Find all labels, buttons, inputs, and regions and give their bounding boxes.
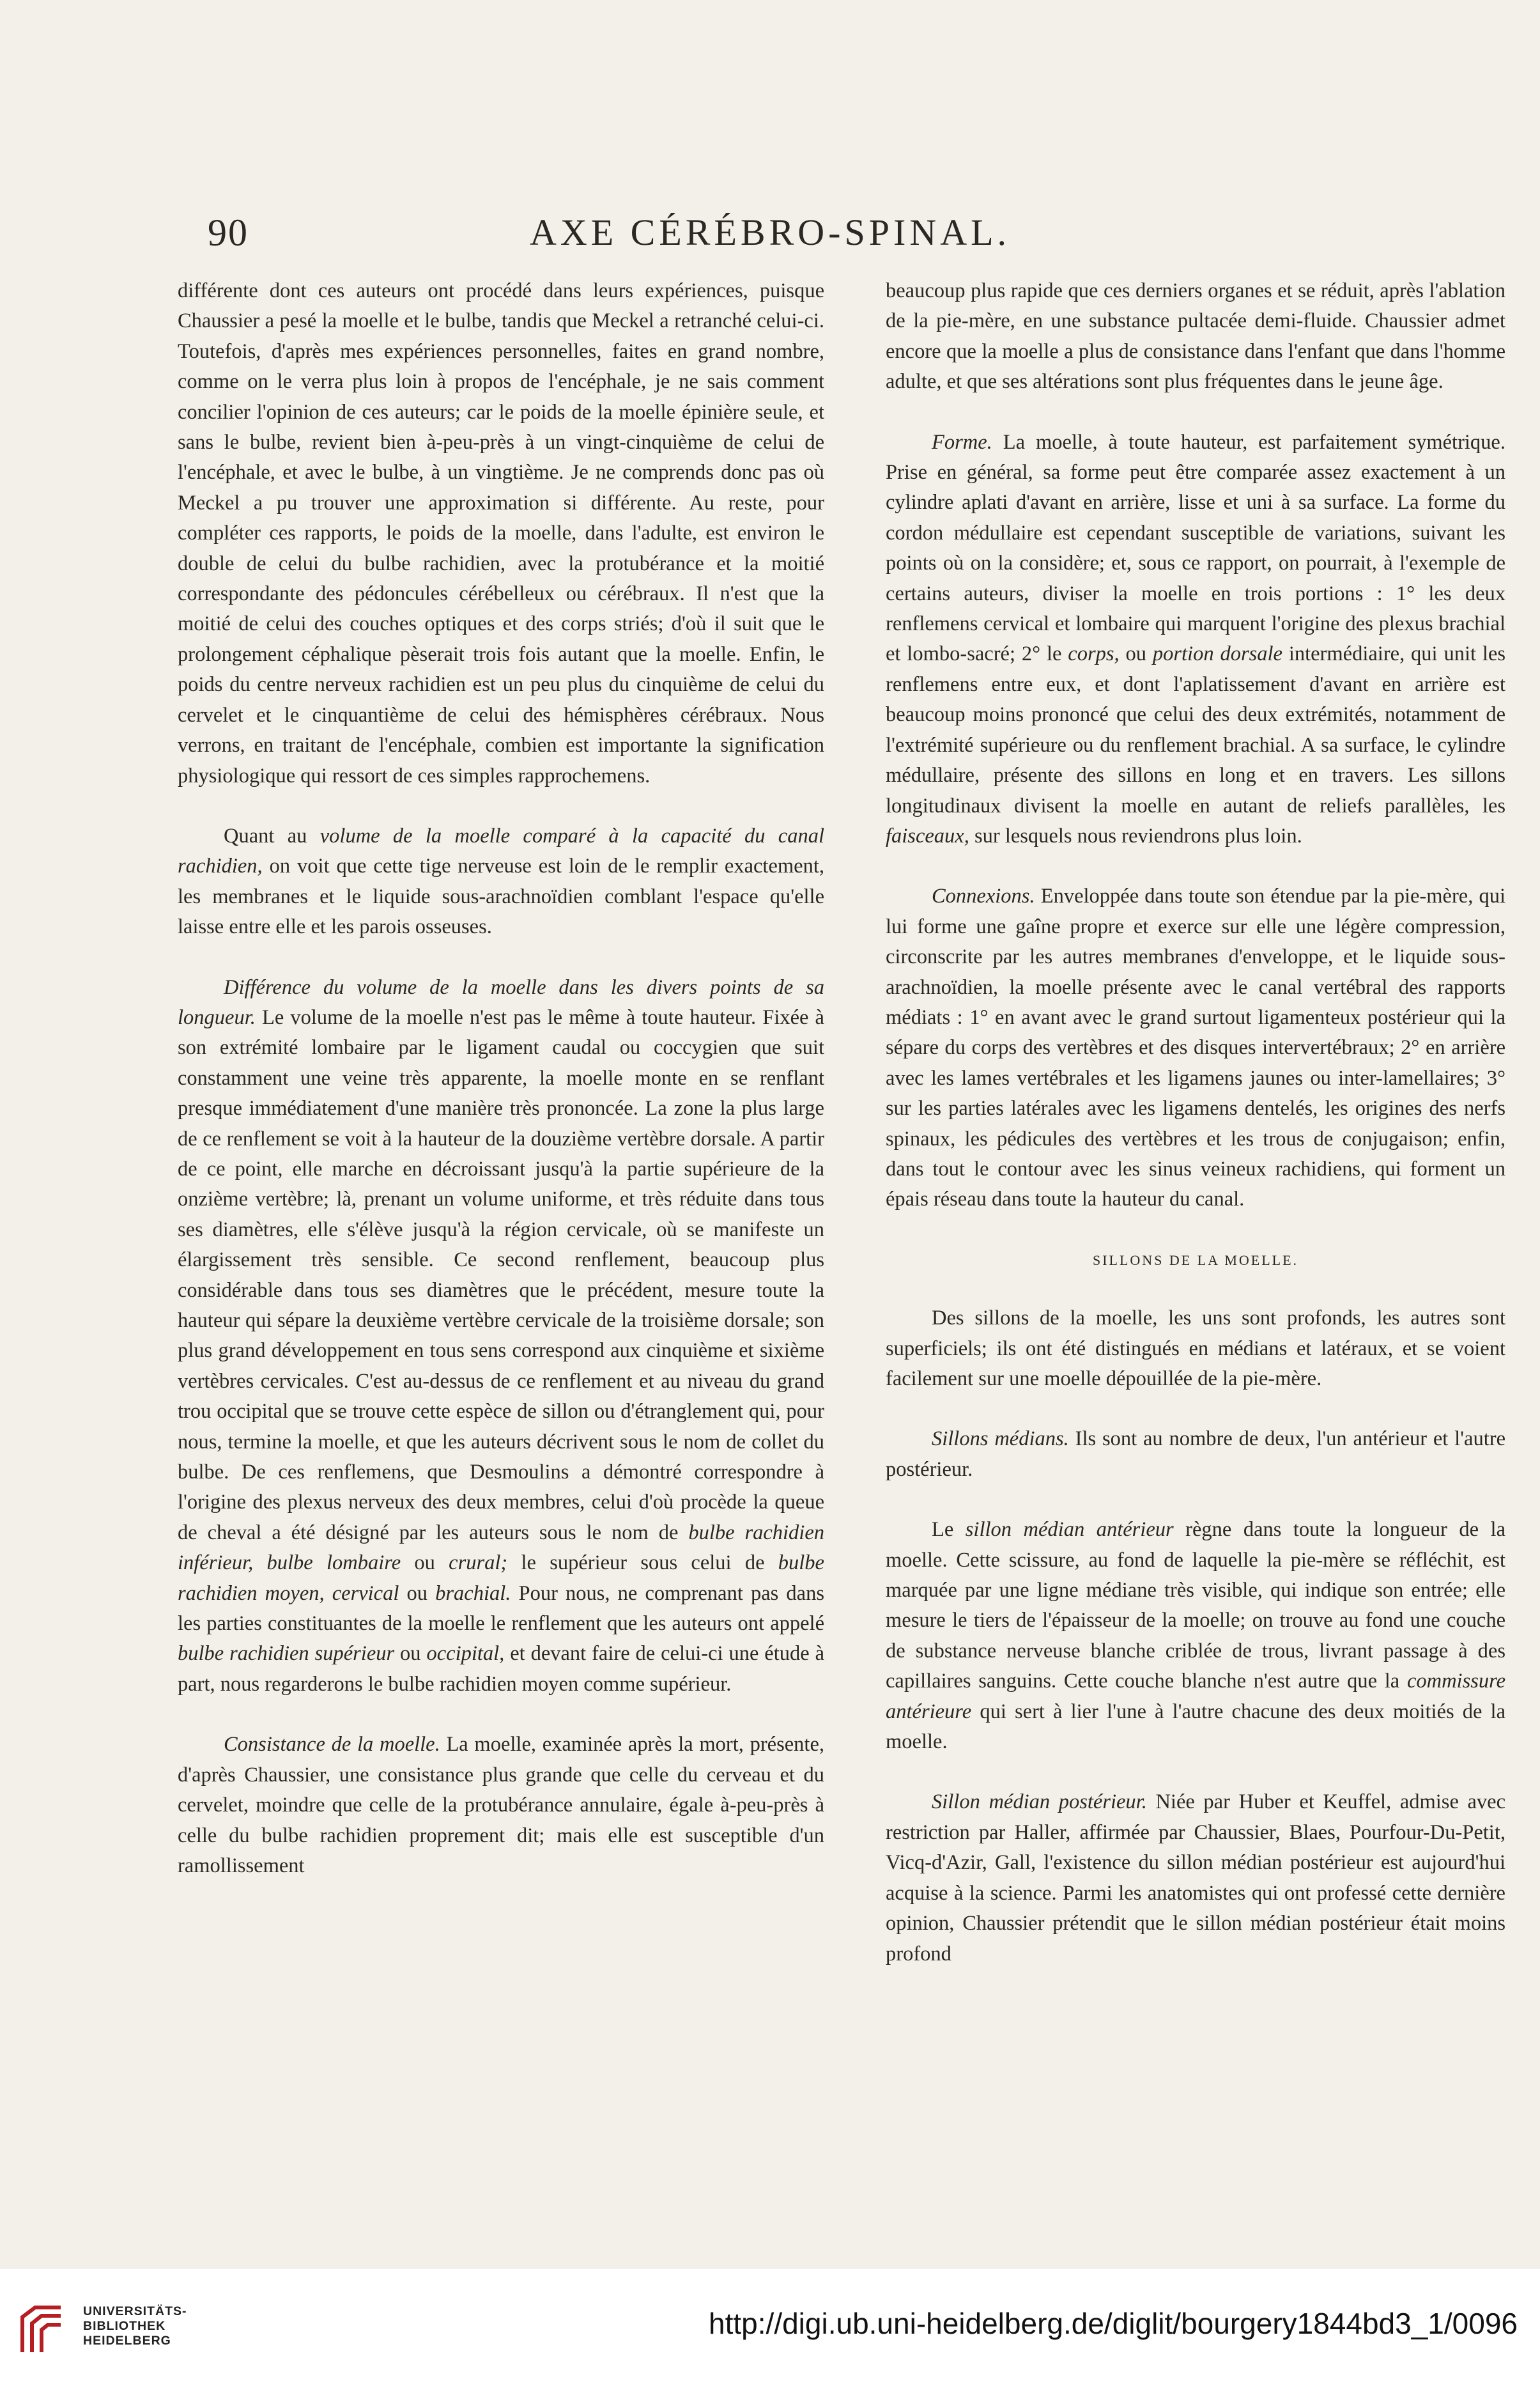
library-logo-icon [19, 2304, 64, 2355]
paragraph [178, 821, 824, 943]
page-number: 90 [208, 212, 249, 254]
text-run: Le [932, 1518, 966, 1542]
text-run: on voit que cette tige nerveuse est loin de le remplir exactement, les membranes et le liquide sous-arachnoïdien comblant l'espace qu'elle laisse entre elle et les parois osseuses. [178, 855, 824, 939]
italic-run: commissure antérieure [886, 1670, 1505, 1723]
paragraph: beaucoup plus rapide que ces derniers organes et se réduit, après l'ablation de la pie-mère, en une substance pultacée demi-fluide. Chaussier admet encore que la moelle a plus de consistance dans l'enfant que dans l'homme adulte, et que ses altérations sont plus fréquentes dans le jeune âge. [886, 279, 1505, 394]
italic-run: sillon médian antérieur [965, 1518, 1174, 1542]
paragraph [886, 428, 1505, 852]
italic-run: volume de la moelle comparé à la capacité du canal rachidien, [178, 824, 824, 878]
italic-run: brachial. [435, 1581, 511, 1605]
text-run: ou [394, 1642, 427, 1666]
right-column [886, 276, 1505, 1999]
text-run: ou [401, 1551, 449, 1575]
paragraph [178, 1730, 824, 1881]
italic-run: bulbe rachidien inférieur, bulbe lombaire [178, 1521, 824, 1575]
paragraph [886, 881, 1505, 1214]
library-name: UNIVERSITÄTS- BIBLIOTHEK HEIDELBERG [83, 2304, 187, 2348]
section-lead: Sillon médian postérieur. [932, 1790, 1147, 1814]
section-lead: Connexions. [932, 885, 1035, 908]
text-run: Quant au [224, 824, 320, 848]
text-run: Le volume de la moelle n'est pas le même à toute hauteur. Fixée à son extrémité lombaire par le ligament caudal ou coccygien que suit constamment une veine très apparente, la moelle monte en se renflant presque immédiatement d'une manière très prononcée. La zone la plus large de ce renflement se voit à la hauteur de la douzième vertèbre dorsale. A partir de ce point, elle marche en décroissant jusqu'à la partie supérieure de la onzième vertèbre; là, prenant un volume uniforme, et très réduite dans tous ses diamètres, elle s'élève jusqu'à la région cervicale, où se manifeste un élargissement très sensible. Ce second renflement, beaucoup plus considérable dans tous ses diamètres que le précédent, mesure toute la hauteur qui sépare la deuxième vertèbre cervicale de la troisième dorsale; son plus grand développement en tous sens correspond aux cinquième et sixième vertèbres cervicales. C'est au-dessus de ce renflement et au niveau du grand trou occipital que se trouve cette espèce de sillon ou d'étranglement qui, pour nous, termine la moelle, et que les auteurs décrivent sous le nom de collet du bulbe. De ces renflemens, que Desmoulins a démontré correspondre à l'origine des plexus nerveux des deux membres, celui d'où procède la queue de cheval a été désigné par les auteurs sous le nom de [178, 1005, 824, 1544]
italic-run: occipital, [426, 1642, 505, 1666]
text-run: La moelle, à toute hauteur, est parfaitement symétrique. Prise en général, sa forme peut être comparée assez exactement à un cylindre aplati d'avant en arrière, lisse et uni à sa surface. La forme du cordon médullaire est cependant susceptible de variations, suivant les points où on la considère; et, sous ce rapport, on pourrait, à l'exemple de certains auteurs, diviser la moelle en trois portions : 1° les deux renflemens cervical et lombaire qui marquent l'origine des plexus brachial et lombo-sacré; 2° le [886, 430, 1505, 666]
italic-run: crural; [449, 1551, 508, 1575]
text-run: et devant faire de celui-ci une étude à part, nous regarderons le bulbe rachidien moyen comme supérieur. [178, 1642, 825, 1696]
italic-run: faisceaux, [886, 824, 969, 848]
italic-run: corps, [1068, 642, 1120, 666]
text-run: le supérieur sous celui de [507, 1551, 778, 1575]
paragraph [178, 973, 824, 1700]
section-heading: SILLONS DE LA MOELLE. [1092, 1252, 1299, 1268]
text-run: règne dans toute la longueur de la moelle. Cette scissure, au fond de laquelle la pie-mère se réfléchit, est marquée par une ligne médiane très visible, qui indique son entrée; elle mesure le tiers de l'épaisseur de la moelle; on trouve au fond une couche de substance nerveuse blanche criblée de trous, livrant passage à des capillaires sanguins. Cette couche blanche n'est autre que la [886, 1518, 1505, 1693]
italic-run: bulbe rachidien supérieur [178, 1642, 395, 1666]
section-lead: Différence du volume de la moelle dans les divers points de sa longueur. [178, 975, 824, 1029]
text-run: Niée par Huber et Keuffel, admise avec restriction par Haller, affirmée par Chaussier, Blaes, Pourfour-Du-Petit, Vicq-d'Azir, Gall, l'existence du sillon médian postérieur est aujourd'hui acquise à la science. Parmi les anatomistes qui ont professé cette dernière opinion, Chaussier prétendit que le sillon médian postérieur était moins profond [886, 1790, 1505, 1965]
section-lead: Consistance de la moelle. [224, 1733, 440, 1756]
italic-run: bulbe rachidien moyen, cervical [178, 1551, 824, 1605]
running-title: AXE CÉRÉBRO-SPINAL. [529, 212, 1011, 253]
text-run: Ils sont au nombre de deux, l'un antérieur et l'autre postérieur. [886, 1427, 1505, 1481]
source-url-link[interactable]: http://digi.ub.uni-heidelberg.de/diglit/bourgery1844bd3_1/0096 [709, 2307, 1518, 2340]
paragraph [886, 1515, 1505, 1757]
paragraph: différente dont ces auteurs ont procédé dans leurs expériences, puisque Chaussier a pesé la moelle et le bulbe, tandis que Meckel a retranché celui-ci. Toutefois, d'après mes expériences personnelles, faites en grand nombre, comme on le verra plus loin à propos de l'encéphale, je ne sais comment concilier l'opinion de ces auteurs; car le poids de la moelle épinière seule, et sans le bulbe, revient bien à-peu-près à un vingt-cinquième de celui de l'encéphale, et avec le bulbe, à un vingtième. Je ne comprends donc pas où Meckel a pu trouver une approximation si différente. Au reste, pour compléter ces rapports, le poids de la moelle, dans l'adulte, est environ le double de celui du bulbe rachidien, avec la protubérance et la moitié correspondante des pédoncules cérébelleux ou cérébraux. Il n'est que la moitié de celui des couches optiques et des corps striés; d'où il suit que le prolongement céphalique pèserait trois fois autant que la moelle. Enfin, le poids du centre nerveux rachidien est un peu plus du cinquième de celui du cervelet et le cinquantième de celui des hémisphères cérébraux. Nous verrons, en traitant de l'encéphale, combien est importante la signification physiologique qui ressort de ces simples rapprochemens. [178, 279, 824, 787]
section-lead: Sillons médians. [932, 1427, 1069, 1451]
text-run: Pour nous, ne comprenant pas dans les parties constituantes de la moelle le renflement que les auteurs ont appelé [178, 1581, 824, 1636]
text-run: ou [1119, 642, 1153, 666]
footer-bar [0, 2269, 1540, 2388]
section-lead: Forme. [932, 430, 992, 454]
text-run: La moelle, examinée après la mort, présente, d'après Chaussier, une consistance plus grande que celle du cerveau et du cervelet, moindre que celle de la protubérance annulaire, égale à-peu-près à celle du bulbe rachidien proprement dit; mais elle est susceptible d'un ramollissement [178, 1733, 824, 1877]
paragraph: Des sillons de la moelle, les uns sont profonds, les autres sont superficiels; ils ont été distingués en médians et latéraux, et se voient facilement sur une moelle dépouillée de la pie-mère. [886, 1306, 1505, 1390]
text-run: ou [399, 1581, 436, 1605]
text-run: sur lesquels nous reviendrons plus loin. [969, 824, 1302, 848]
text-run: intermédiaire, qui unit les renflemens entre eux, et dont l'aplatissement d'avant en arrière est beaucoup moins prononcé que celui des deux extrémités, notamment de l'extrémité supérieure ou du renflement brachial. A sa surface, le cylindre médullaire, présente des sillons en long et en travers. Les sillons longitudinaux divisent la moelle en autant de reliefs parallèles, les [886, 642, 1505, 818]
paragraph [886, 1424, 1505, 1485]
left-column [178, 276, 824, 1911]
text-run: qui sert à lier l'une à l'autre chacune des deux moitiés de la moelle. [886, 1700, 1505, 1754]
paragraph [886, 1787, 1505, 1969]
text-run: Enveloppée dans toute son étendue par la pie-mère, qui lui forme une gaîne propre et exerce sur elle une légère compression, circonscrite par les autres membranes d'enveloppe, et le liquide sous-arachnoïdien, la moelle présente avec le canal vertébral des rapports médiats : 1° en avant avec le grand surtout ligamenteux postérieur qui la sépare du corps des vertèbres et des disques intervertébraux; 2° en arrière avec les lames vertébrales et les ligamens jaunes ou inter-lamellaires; 3° sur les parties latérales avec les ligamens dentelés, les origines des nerfs spinaux, les pédicules des vertèbres et les trous de conjugaison; enfin, dans tout le contour avec les sinus veineux rachidiens, qui forment un épais réseau dans toute la hauteur du canal. [886, 885, 1505, 1211]
italic-run: portion dorsale [1152, 642, 1282, 666]
